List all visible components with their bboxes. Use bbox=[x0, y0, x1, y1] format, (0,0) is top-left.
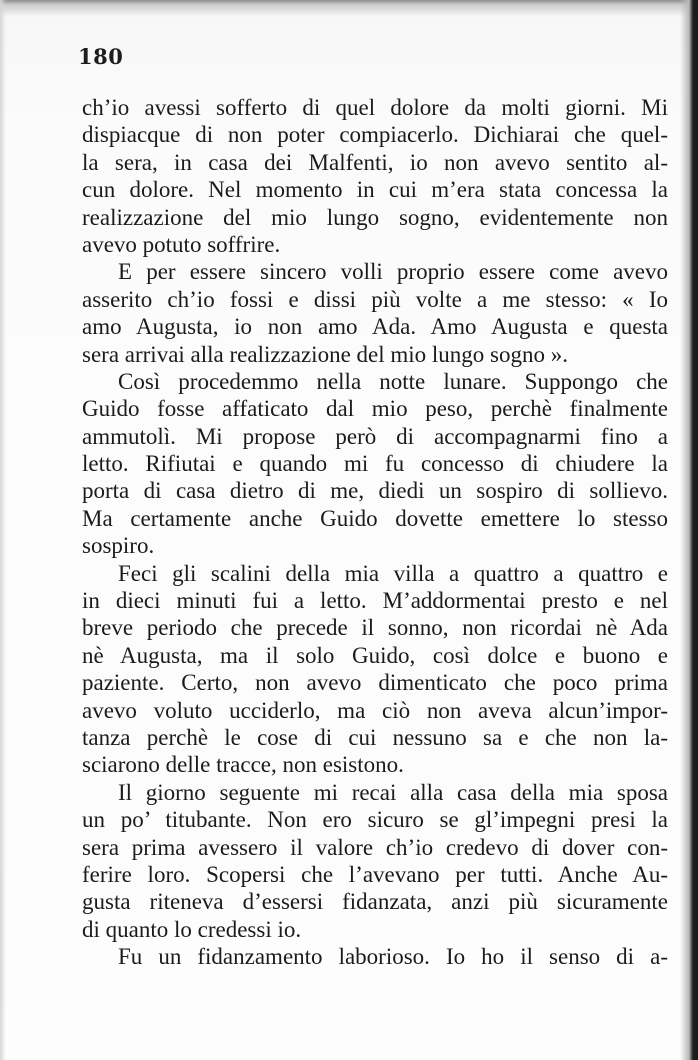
page-binding-edge bbox=[680, 0, 698, 1060]
page-number: 180 bbox=[78, 44, 124, 69]
text-line: amo Augusta, io non amo Ada. Amo Augusta e questa bbox=[82, 314, 668, 340]
text-line: Feci gli scalini della mia villa a quattro a quattro e bbox=[118, 560, 668, 586]
text-line: sera arrivai alla realizzazione del mio lungo sogno ». bbox=[82, 341, 568, 367]
text-line: cun dolore. Nel momento in cui m’era stata concessa la bbox=[82, 177, 668, 203]
text-line: un po’ titubante. Non ero sicuro se gl’impegni presi la bbox=[82, 807, 668, 833]
text-line: paziente. Certo, non avevo dimenticato che poco prima bbox=[82, 670, 668, 696]
text-line: Così procedemmo nella notte lunare. Suppongo che bbox=[118, 368, 668, 394]
text-line: realizzazione del mio lungo sogno, evidentemente non bbox=[82, 204, 668, 230]
text-line: porta di casa dietro di me, diedi un sospiro di sollievo. bbox=[82, 478, 668, 504]
text-line: sciarono delle tracce, non esistono. bbox=[82, 752, 404, 778]
text-line: sospiro. bbox=[82, 533, 155, 559]
text-line: nè Augusta, ma il solo Guido, così dolce e buono e bbox=[82, 642, 668, 668]
text-line: avevo potuto soffrire. bbox=[82, 231, 281, 257]
text-line: asserito ch’io fossi e dissi più volte a me stesso: « Io bbox=[82, 286, 668, 312]
page-left-edge bbox=[0, 0, 6, 1060]
text-line: di quanto lo credessi io. bbox=[82, 916, 302, 942]
text-line: letto. Rifiutai e quando mi fu concesso di chiudere la bbox=[82, 451, 668, 477]
text-line: la sera, in casa dei Malfenti, io non avevo sentito al- bbox=[82, 149, 668, 175]
text-line: ch’io avessi sofferto di quel dolore da molti giorni. Mi bbox=[82, 95, 668, 120]
text-line: Il giorno seguente mi recai alla casa della mia sposa bbox=[118, 779, 668, 805]
text-line: ferire loro. Scopersi che l’avevano per tutti. Anche Au- bbox=[82, 861, 668, 887]
body-text bbox=[82, 94, 668, 971]
text-line: Ma certamente anche Guido dovette emettere lo stesso bbox=[82, 505, 668, 531]
text-line: Fu un fidanzamento laborioso. Io ho il senso di a- bbox=[118, 944, 668, 970]
text-line: breve periodo che precede il sonno, non ricordai nè Ada bbox=[82, 615, 668, 641]
text-line: in dieci minuti fui a letto. M’addormentai presto e nel bbox=[82, 588, 668, 614]
text-line: avevo voluto ucciderlo, ma ciò non aveva alcun’impor- bbox=[82, 697, 668, 723]
text-line: Guido fosse affaticato dal mio peso, perchè finalmente bbox=[82, 396, 668, 422]
text-line: gusta riteneva d’essersi fidanzata, anzi più sicuramente bbox=[82, 889, 668, 915]
text-line: sera prima avessero il valore ch’io credevo di dover con- bbox=[82, 834, 668, 860]
text-line: ammutolì. Mi propose però di accompagnarmi fino a bbox=[82, 423, 668, 449]
text-line: E per essere sincero volli proprio essere come avevo bbox=[118, 259, 668, 285]
text-line: tanza perchè le cose di cui nessuno sa e che non la- bbox=[82, 724, 668, 750]
page-top-shadow bbox=[0, 0, 698, 16]
text-line: dispiacque di non poter compiacerlo. Dichiarai che quel- bbox=[82, 122, 668, 148]
